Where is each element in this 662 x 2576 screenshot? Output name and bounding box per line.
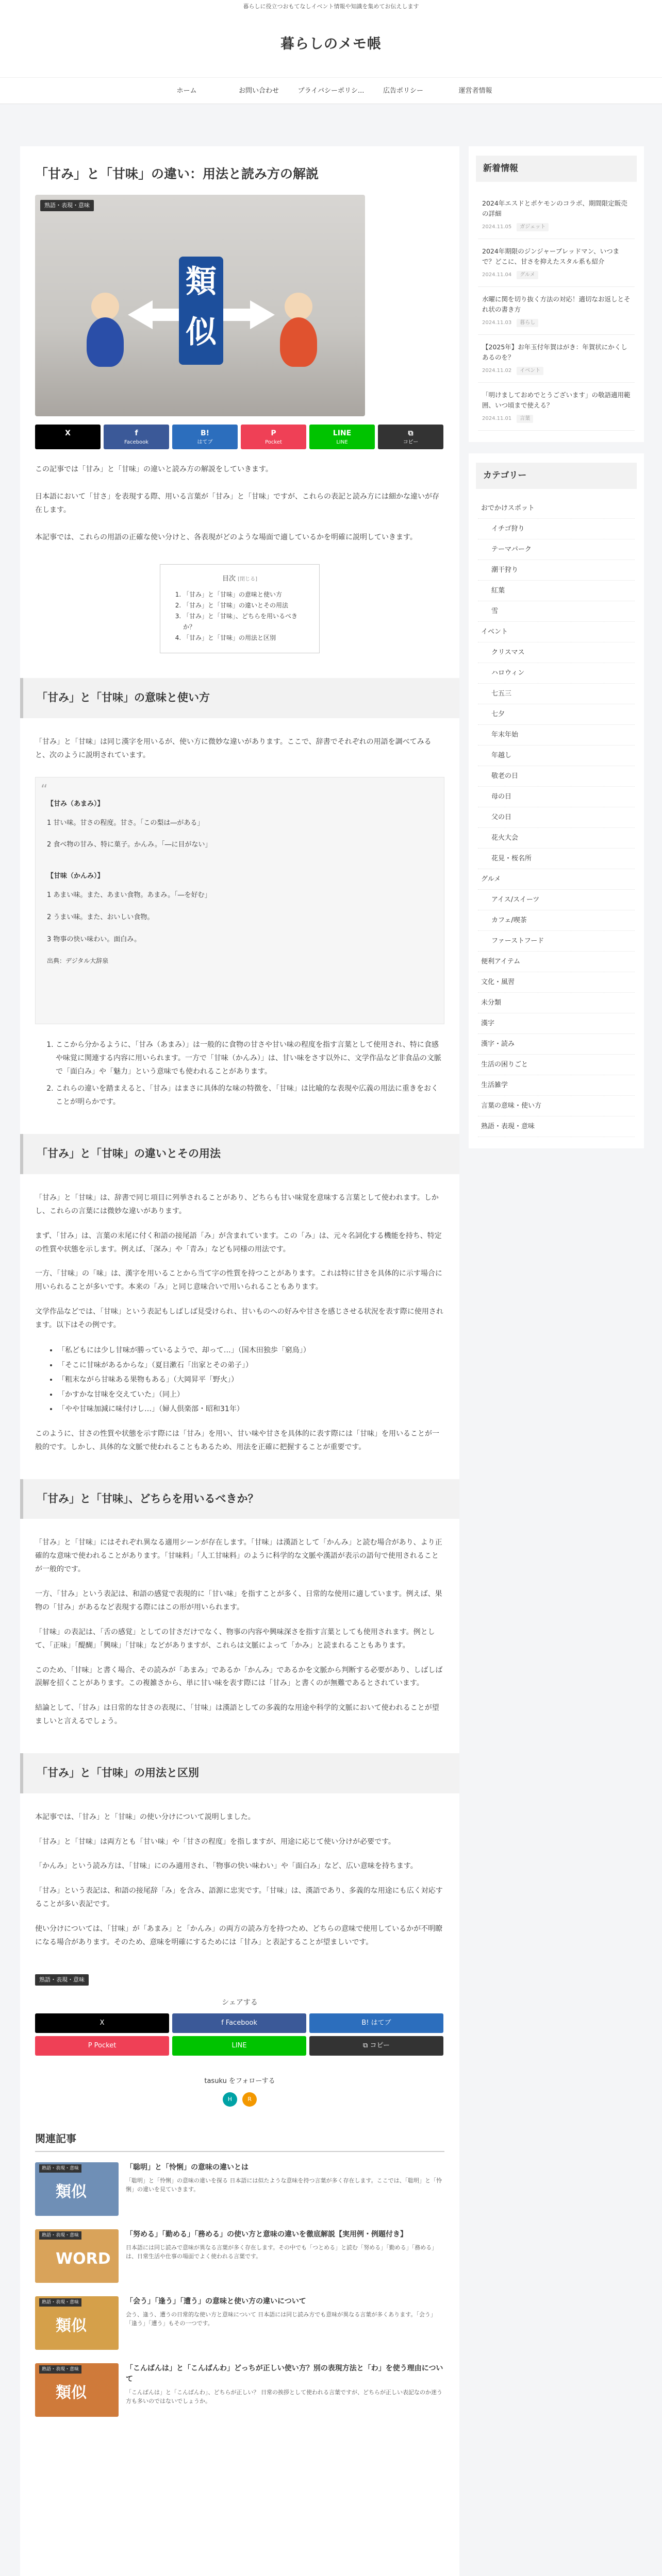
section-heading-4: 「甘み」と「甘味」の用法と区別	[20, 1753, 459, 1793]
list-item: • 「かすかな甘味を交えていた」（同上）	[58, 1388, 444, 1402]
related-item-desc: 会う、逢う、遭うの日常的な使い方と意味について 日本語には同じ読み方でも意味が異なる言葉が多くあります。「会う」「逢う」「遭う」もその一つです。	[126, 2311, 436, 2327]
toc-toggle[interactable]: [閉じる]	[238, 576, 257, 582]
news-item[interactable]	[478, 335, 635, 383]
quote-source: 出典：デジタル大辞泉	[47, 957, 109, 965]
top-share-bar	[35, 425, 443, 449]
category-item[interactable]: 漢字	[478, 1013, 635, 1034]
quote-definition: 2 うまい味。また、おいしい食物。	[47, 913, 154, 921]
share-facebook-button[interactable]: f Facebook	[104, 425, 169, 449]
section-paragraph: まず、「甘み」は、言葉の末尾に付く和語の接尾語「み」が含まれています。この「み」は、元々名詞化する機能を持ち、特定の性質や状態を示します。例えば、「深み」や「青み」なども同様の用法です。	[35, 1231, 442, 1253]
news-item-date: 2024.11.05	[482, 224, 512, 230]
share-hatebu-button[interactable]: B! はてブ	[172, 425, 238, 449]
news-item-title[interactable]: 【2025年】お年玉付年賀はがき：年賀状にかくしあるのを？	[482, 343, 627, 362]
thumb-text: 類似	[56, 2316, 87, 2335]
category-item[interactable]: イベント	[478, 622, 635, 642]
list-item: 1. ここから分かるように、「甘み（あまみ）」は一般的に食物の甘さや甘い味の程度を指す言葉として使用され、特に食感や味覚に関連する内容に用いられます。一方で「甘味（かんみ）」は、甘い味をさす以外に、文学作品など非食品の文脈で「面白み」や「魅力」という意味でも使われることがあります。	[56, 1039, 444, 1079]
follow-text: tasuku をフォローする	[204, 2077, 275, 2085]
section-paragraph: 一方、「甘み」という表記は、和語の感覚で表現的に「甘い味」を指すことが多く、日常的な使用に適しています。例えば、果物の「甘み」があるなど表現する際にはこの形が用いられます。	[35, 1589, 442, 1612]
category-item[interactable]: 言葉の意味・使い方	[478, 1096, 635, 1116]
category-item[interactable]: グルメ	[478, 869, 635, 890]
category-item[interactable]: 生活の困りごと	[478, 1055, 635, 1075]
section-paragraph: 「かんみ」という読み方は、「甘味」にのみ適用され、「物事の快い味わい」や「面白み」など、広い意味を持ちます。	[35, 1862, 418, 1871]
news-item[interactable]	[478, 287, 635, 335]
related-thumbnail[interactable]	[35, 2229, 119, 2283]
nav-contact[interactable]: お問い合わせ	[238, 87, 279, 95]
related-item[interactable]	[35, 2363, 444, 2417]
home-icon[interactable]: H	[223, 2092, 237, 2107]
section-paragraph: 「甘み」という表記は、和語の接尾辞「み」を含み、語源に忠実です。「甘味」は、漢語であり、多義的な用途にも広く対応することが多い表記です。	[35, 1887, 443, 1909]
category-item[interactable]: おでかけスポット	[478, 498, 635, 519]
category-widget	[469, 453, 644, 1148]
related-item-title[interactable]: 「こんばんは」と「こんばんわ」どっちが正しい使い方？別の表現方法と「わ」を使う理由について	[126, 2364, 443, 2383]
category-item[interactable]: 紅葉	[478, 581, 635, 601]
quote-term: 【甘み（あまみ）】	[47, 800, 104, 808]
category-item[interactable]: テーマパーク	[478, 539, 635, 560]
news-item-date: 2024.11.02	[482, 368, 512, 374]
share-facebook-button[interactable]: f Facebook	[172, 2013, 306, 2033]
category-item[interactable]: 年末年始	[478, 725, 635, 745]
nav-privacy[interactable]: プライバシーポリシ...	[297, 87, 365, 95]
share-line-button[interactable]: LINE	[172, 2036, 306, 2056]
dictionary-quote	[35, 777, 444, 1024]
category-item[interactable]: 年越し	[478, 745, 635, 766]
category-item[interactable]: 花火大会	[478, 828, 635, 849]
news-item-tag: イベント	[517, 367, 543, 375]
quote-mark-icon: “	[41, 782, 48, 798]
thumb-category: 熟語・表現・意味	[39, 2365, 81, 2374]
category-item[interactable]: 雪	[478, 601, 635, 622]
quote-definition: 1 あまい味。また、あまい食物。あまみ。「―を好む」	[47, 891, 211, 899]
follow-block	[35, 2076, 444, 2107]
footer-category-badge[interactable]: 熟語・表現・意味	[35, 1974, 89, 1986]
section-paragraph: 文学作品などでは、「甘味」という表記もしばしば見受けられ、甘いものへの好みや甘さを感じさせる状況を表す際に使用されます。以下はその例です。	[35, 1308, 443, 1330]
news-item[interactable]	[478, 239, 635, 287]
related-item-desc: 日本語には同じ読みで意味が異なる言葉が多く存在します。その中でも「つとめる」と読む「努める」「勤める」「務める」は、日常生活や仕事の場面でよく使われる言葉です。	[126, 2244, 438, 2260]
list-item: 2. これらの違いを踏まえると、「甘み」はまさに具体的な味の特徴を、「甘味」は比喩的な表現や広義の用法に重きをおくことが明らかです。	[56, 1082, 444, 1109]
news-item-date: 2024.11.01	[482, 416, 512, 422]
news-title: 新着情報	[476, 156, 637, 182]
site-header	[0, 11, 662, 77]
related-thumbnail[interactable]	[35, 2363, 119, 2417]
section-paragraph: 「甘み」と「甘味」にはそれぞれ異なる適用シーンが存在します。「甘味」は漢語として「かんみ」と読む場合があり、より正確的な意味で使われることがあります。「甘味料」「人工甘味料」のように科学的な文脈や漢語が表示の語句で使用されることが一般的です。	[35, 1538, 442, 1574]
related-item-title[interactable]: 「聡明」と「怜悧」の意味の違いとは	[126, 2163, 249, 2172]
quote-definition: 1 甘い味。甘さの程度。甘さ。「この梨は―がある」	[47, 819, 204, 827]
news-item-title[interactable]: 「明けましておめでとうございます」の敬語適用範囲、いつ頃まで使える？	[482, 391, 631, 410]
news-item-title[interactable]: 水曜に関を切り抜く方法の対応！適切なお返しとそれ状の書き方	[482, 295, 631, 314]
related-item-desc: 「聡明」と「怜悧」の意味の違いを探る 日本語には似たような意味を持つ言葉が多く存在します。ここでは、「聡明」と「怜悧」の違いを見ていきます。	[126, 2177, 442, 2193]
category-item[interactable]: ハロウィン	[478, 663, 635, 684]
quote-term: 【甘味（かんみ）】	[47, 872, 104, 880]
nav-operator[interactable]: 運営者情報	[458, 87, 492, 95]
news-item-tag: グルメ	[517, 271, 538, 279]
category-item[interactable]: 母の日	[478, 787, 635, 807]
arrow-left-icon	[128, 300, 153, 329]
section-heading-1: 「甘み」と「甘味」の意味と使い方	[20, 678, 459, 718]
category-title: カテゴリー	[476, 463, 637, 489]
section-paragraph: 使い分けについては、「甘味」が「あまみ」と「かんみ」の両方の読み方を持つため、どちらの意味で使用しているかが不明瞭になる場合があります。そのため、意味を明確にするためには「甘み」と表記することが望ましいです。	[35, 1925, 443, 1947]
arrow-left-bar	[152, 309, 180, 321]
news-widget	[469, 146, 644, 442]
toc-item[interactable]: 3. 「甘み」と「甘味」、どちらを用いるべきか？	[183, 611, 308, 633]
share-copy-button[interactable]: ⧉ コピー	[309, 2036, 443, 2056]
site-title[interactable]: 暮らしのメモ帳	[280, 36, 382, 52]
article-title: 「甘み」と「甘味」の違い：用法と読み方の解説	[35, 166, 319, 181]
related-thumbnail[interactable]	[35, 2296, 119, 2350]
related-item-desc: 「こんばんは」と「こんばんわ」、どちらが正しい？ 日常の挨拶として使われる言葉ですが、どちらが正しい表記なのか迷う方も多いのではないでしょうか。	[126, 2388, 442, 2405]
site-tagline: 暮らしに役立つおもてなしイベント情報や知識を集めてお伝えします	[0, 0, 662, 11]
related-title: 関連記事	[35, 2130, 444, 2152]
news-item-date: 2024.11.04	[482, 272, 512, 278]
toc-item[interactable]: 4. 「甘み」と「甘味」の用法と区別	[183, 633, 308, 643]
doll-red-figure	[277, 293, 320, 370]
category-item[interactable]: 未分類	[478, 993, 635, 1013]
table-of-contents	[160, 564, 320, 654]
toc-item[interactable]: 2. 「甘み」と「甘味」の違いとその用法	[183, 600, 308, 611]
share-pocket-button[interactable]: P Pocket	[241, 425, 306, 449]
category-item[interactable]: 生活雑学	[478, 1075, 635, 1096]
section-paragraph: 「甘み」と「甘味」は、辞書で同じ項目に列挙されることがあり、どちらも甘い味覚を意味する言葉として使われます。しかし、これらの言葉には微妙な違いがあります。	[35, 1193, 439, 1215]
intro-paragraph: 本記事では、これらの用語の正確な使い分けと、各表現がどのような場面で適しているかを明確に説明していきます。	[35, 533, 417, 542]
examples-list	[35, 1344, 444, 1416]
category-item[interactable]: クリスマス	[478, 642, 635, 663]
section-paragraph: 結論として、「甘み」は日常的な甘さの表現に、「甘味」は漢語としての多義的な用途や科学的文脈において使われることが望ましいと言えるでしょう。	[35, 1704, 439, 1726]
share-x-button[interactable]: X	[35, 425, 101, 449]
doll-blue-figure	[84, 293, 126, 370]
share-hatebu-button[interactable]: B! はてブ	[309, 2013, 443, 2033]
section-paragraph: 本記事では、「甘み」と「甘味」の使い分けについて説明しました。	[35, 1812, 255, 1821]
category-list	[478, 498, 635, 1137]
category-item[interactable]: 敬老の日	[478, 766, 635, 787]
news-item[interactable]	[478, 191, 635, 239]
category-item[interactable]: 七夕	[478, 704, 635, 725]
related-item-title[interactable]: 「会う」「逢う」「遭う」の意味と使い方の違いについて	[126, 2297, 306, 2306]
quote-definition: 2 食べ物の甘み、特に菓子。かんみ。「―に目がない」	[47, 841, 212, 849]
related-item-title[interactable]: 「努める」「勤める」「務める」の使い方と意味の違いを徹底解説【実用例・例題付き】	[126, 2230, 407, 2239]
global-nav	[0, 77, 662, 104]
news-item-tag: 言葉	[517, 415, 533, 423]
category-item[interactable]: 熟語・表現・意味	[478, 1116, 635, 1137]
list-item: • 「私どもには少し甘味が勝っているようで、却って…」（国木田独歩「窮鳥」）	[58, 1344, 444, 1358]
eyecatch-image	[35, 195, 365, 416]
category-item[interactable]: 潮干狩り	[478, 560, 635, 581]
article-main	[20, 146, 459, 2576]
thumb-text: WORD	[56, 2249, 111, 2268]
related-item[interactable]	[35, 2229, 444, 2283]
category-item[interactable]: イチゴ狩り	[478, 519, 635, 539]
thumb-category: 熟語・表現・意味	[39, 2231, 81, 2240]
bottom-share-title: シェアする	[222, 1998, 258, 2007]
nav-home[interactable]: ホーム	[176, 87, 197, 95]
section-heading-3: 「甘み」と「甘味」、どちらを用いるべきか？	[20, 1479, 459, 1519]
intro-paragraph: この記事では「甘み」と「甘味」の違いと読み方の解説をしていきます。	[35, 465, 273, 474]
section-heading-2: 「甘み」と「甘味」の違いとその用法	[20, 1134, 459, 1174]
arrow-right-bar	[222, 309, 251, 321]
section-paragraph: 「甘み」と「甘味」は両方とも「甘い味」や「甘さの程度」を指しますが、用途に応じて使い分けが必要です。	[35, 1837, 395, 1846]
section-paragraph: このように、甘さの性質や状態を示す際には「甘み」を用い、甘い味や甘さを具体的に表す際には「甘味」を用いることが一般的です。しかし、具体的な文脈で使われることもあるため、用法を正確に把握することが重要です。	[35, 1429, 439, 1451]
related-item[interactable]	[35, 2296, 444, 2350]
quote-definition: 3 物事の快い味わい。面白み。	[47, 935, 141, 943]
category-item[interactable]: 花見・桜名所	[478, 849, 635, 869]
bottom-share-grid	[35, 2013, 443, 2056]
kanji-2: 似	[186, 314, 217, 351]
list-item: • 「粗末ながら甘味ある果物もある」（大岡昇平「野火」）	[58, 1373, 444, 1387]
category-item[interactable]: 便利アイテム	[478, 952, 635, 972]
nav-ad-policy[interactable]: 広告ポリシー	[383, 87, 423, 95]
related-item[interactable]	[35, 2162, 444, 2216]
thumb-category: 熟語・表現・意味	[39, 2298, 81, 2307]
kanji-card	[179, 257, 223, 365]
section-paragraph: 一方、「甘味」の「味」は、漢字を用いることから当て字の性質を持つことがあります。これは特に甘さを具体的に示す場合に用いられることが多いです。本来の「み」と同じ意味合いで用いられることもあります。	[35, 1269, 442, 1292]
share-line-button[interactable]: LINE LINE	[309, 425, 375, 449]
category-item[interactable]: 漢字・読み	[478, 1034, 635, 1055]
share-x-button[interactable]: X	[35, 2013, 169, 2033]
news-item-tag: ガジェット	[517, 223, 549, 231]
list-item: • 「やや甘味加減に味付けし…」（婦人倶楽部・昭和31年）	[58, 1402, 444, 1416]
section-paragraph: 「甘み」と「甘味」は同じ漢字を用いるが、使い方に微妙な違いがあります。ここで、辞書でそれぞれの用語を調べてみると、次のように説明されています。	[35, 738, 432, 759]
thumb-text: 類似	[56, 2182, 87, 2201]
category-item[interactable]: ファーストフード	[478, 931, 635, 952]
share-copy-button[interactable]: ⧉ コピー	[378, 425, 443, 449]
thumb-text: 類似	[56, 2383, 87, 2402]
category-item[interactable]: 文化・風習	[478, 972, 635, 993]
arrow-right-icon	[250, 300, 275, 329]
sidebar	[469, 146, 644, 1160]
toc-title: 目次	[222, 574, 236, 583]
eyecatch-category-label[interactable]: 熟語・表現・意味	[40, 200, 94, 211]
intro-paragraph: 日本語において「甘さ」を表現する際、用いる言葉が「甘み」と「甘味」ですが、これらの表記と読み方には細かな違いが存在します。	[35, 492, 439, 515]
related-thumbnail[interactable]	[35, 2162, 119, 2216]
toc-item[interactable]: 1. 「甘み」と「甘味」の意味と使い方	[183, 589, 308, 600]
category-item[interactable]: カフェ/喫茶	[478, 910, 635, 931]
category-item[interactable]: 七五三	[478, 684, 635, 704]
kanji-1: 類	[186, 264, 217, 300]
thumb-category: 熟語・表現・意味	[39, 2164, 81, 2173]
news-item[interactable]	[478, 383, 635, 431]
news-item-title[interactable]: 2024年エスドとポケモンのコラボ、期間限定販売の詳細	[482, 199, 627, 218]
news-item-date: 2024.11.03	[482, 320, 512, 326]
article-intro	[35, 463, 444, 544]
category-item[interactable]: 父の日	[478, 807, 635, 828]
section-paragraph: このため、「甘味」と書く場合、その読みが「あまみ」であるか「かんみ」であるかを文脈から判断する必要があり、しばしば誤解を招くことがあります。この複雑さから、単に甘い味を表す際には「甘み」と書くのが無難であるとされています。	[35, 1666, 443, 1688]
category-item[interactable]: アイス/スイーツ	[478, 890, 635, 910]
list-item: • 「そこに甘味があるからな」（夏目漱石「出家とその弟子」）	[58, 1359, 444, 1372]
share-pocket-button[interactable]: P Pocket	[35, 2036, 169, 2056]
news-item-tag: 暮らし	[517, 319, 538, 327]
news-item-title[interactable]: 2024年期限のジンジャーブレッドマン、いつまで？どこに、甘さを抑えたスタル系も紹介	[482, 247, 620, 266]
points-list	[35, 1039, 444, 1109]
rss-icon[interactable]: R	[242, 2092, 257, 2107]
section-paragraph: 「甘味」の表記は、「舌の感覚」としての甘さだけでなく、物事の内容や興味深さを指す言葉としても使用されます。例として、「正味」「醍醐」「興味」「甘味」などがありますが、これらは文脈によって「かみ」と読まれることもあります。	[35, 1628, 435, 1650]
